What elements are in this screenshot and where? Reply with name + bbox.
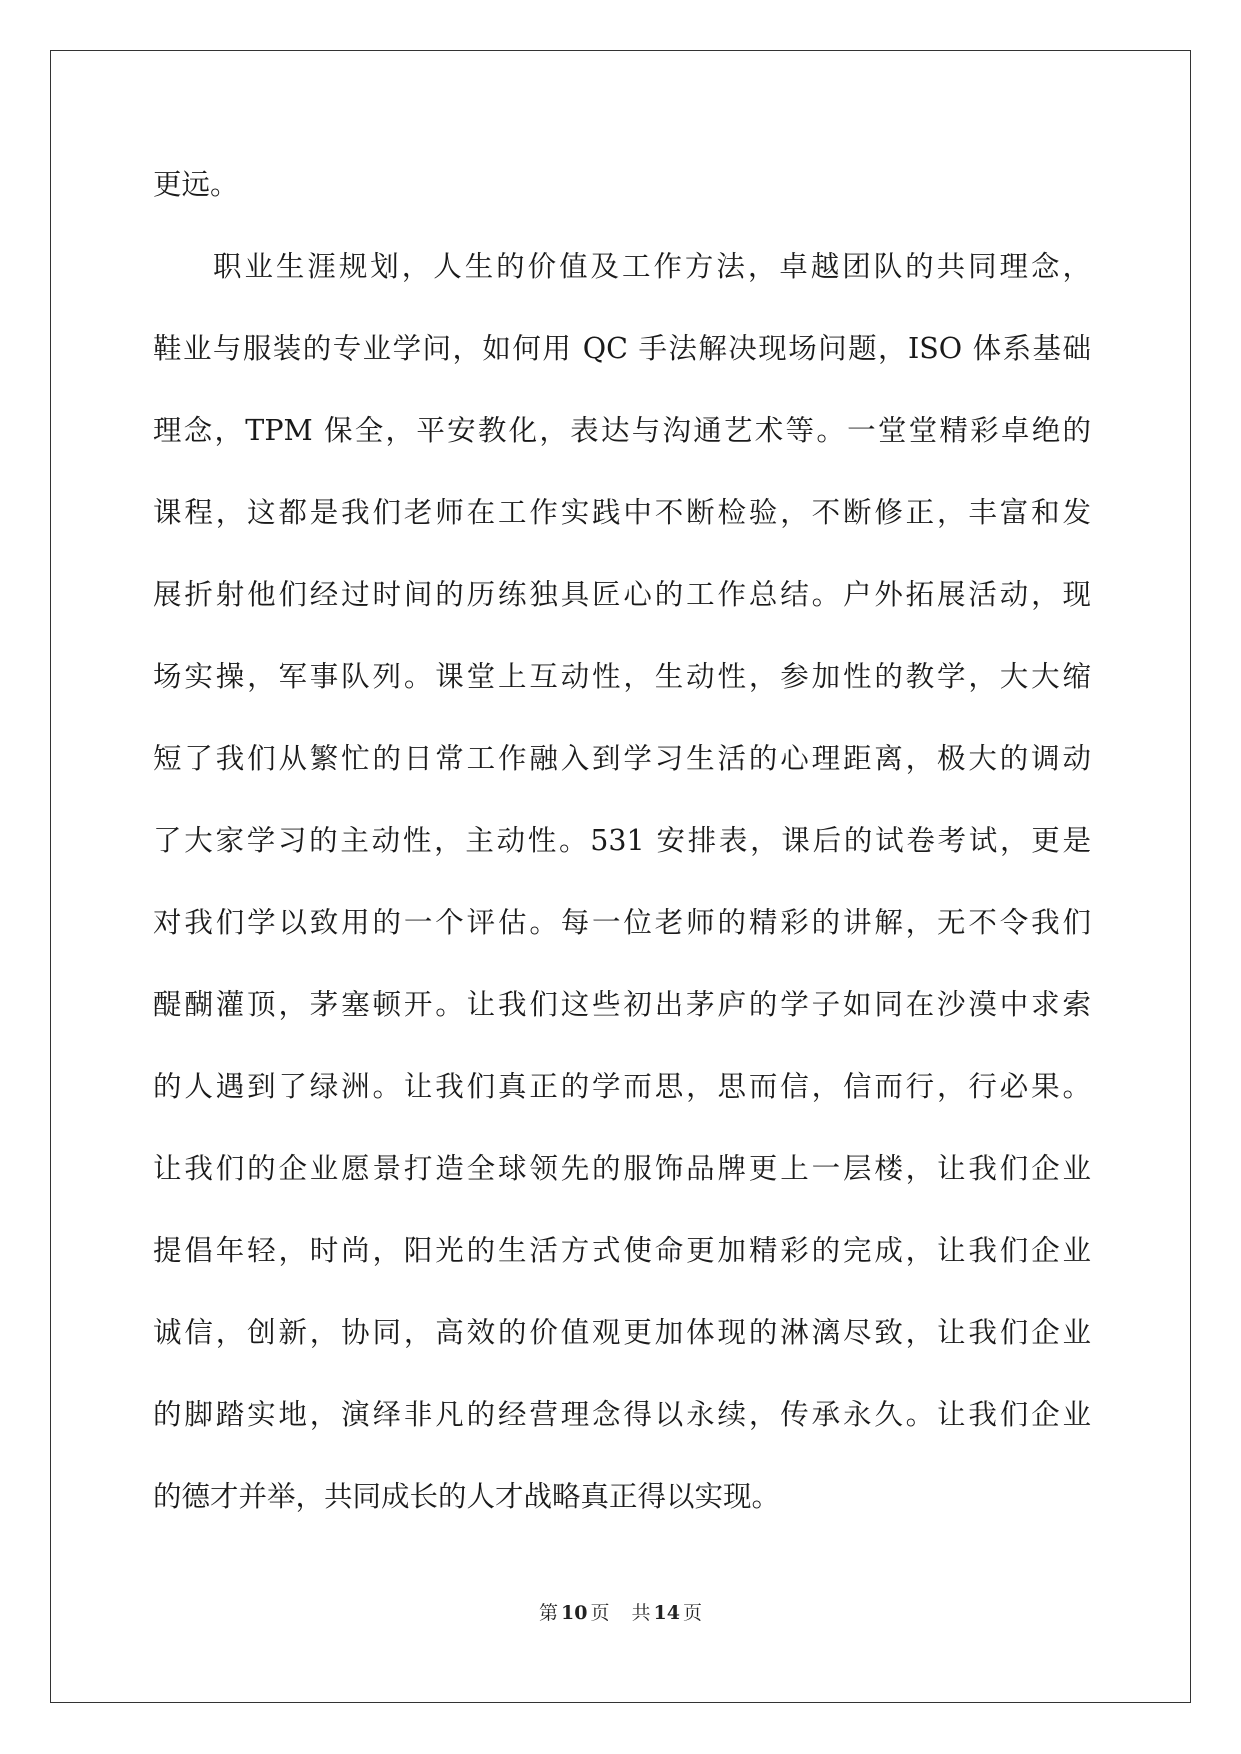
text-line: 让我们的企业愿景打造全球领先的服饰品牌更上一层楼，让我们企业 (153, 1152, 1091, 1185)
text-line: 场实操，军事队列。课堂上互动性，生动性，参加性的教学，大大缩 (153, 660, 1091, 693)
text-line: 课程，这都是我们老师在工作实践中不断检验，不断修正，丰富和发 (153, 496, 1091, 529)
paragraph-last-line: 的德才并举，共同成长的人才战略真正得以实现。 (153, 1480, 781, 1513)
page-prefix: 第 (539, 1602, 559, 1624)
text-line: 了大家学习的主动性，主动性。531 安排表，课后的试卷考试，更是 (153, 824, 1091, 857)
text-line: 鞋业与服装的专业学问，如何用 QC 手法解决现场问题，ISO 体系基础 (153, 332, 1091, 365)
page-suffix: 页 (590, 1602, 610, 1624)
total-pages: 14 (653, 1602, 680, 1624)
total-prefix: 共 (631, 1602, 651, 1624)
page-footer (0, 1598, 1241, 1625)
text-line: 更远。 (153, 168, 239, 201)
page-number: 10 (561, 1602, 588, 1624)
text-line: 提倡年轻，时尚，阳光的生活方式使命更加精彩的完成，让我们企业 (153, 1234, 1091, 1267)
text-line: 诚信，创新，协同，高效的价值观更加体现的淋漓尽致，让我们企业 (153, 1316, 1091, 1349)
total-suffix: 页 (682, 1602, 702, 1624)
text-line: 对我们学以致用的一个评估。每一位老师的精彩的讲解，无不令我们 (153, 906, 1091, 939)
paragraph-first-line: 职业生涯规划，人生的价值及工作方法，卓越团队的共同理念， (213, 250, 1091, 283)
text-line: 的脚踏实地，演绎非凡的经营理念得以永续，传承永久。让我们企业 (153, 1398, 1091, 1431)
text-line: 醍醐灌顶，茅塞顿开。让我们这些初出茅庐的学子如同在沙漠中求索 (153, 988, 1091, 1021)
text-line: 展折射他们经过时间的历练独具匠心的工作总结。户外拓展活动，现 (153, 578, 1091, 611)
text-line: 的人遇到了绿洲。让我们真正的学而思，思而信，信而行，行必果。 (153, 1070, 1091, 1103)
text-line: 短了我们从繁忙的日常工作融入到学习生活的心理距离，极大的调动 (153, 742, 1091, 775)
document-body (153, 160, 1091, 1554)
text-line: 理念，TPM 保全，平安教化，表达与沟通艺术等。一堂堂精彩卓绝的 (153, 414, 1091, 447)
